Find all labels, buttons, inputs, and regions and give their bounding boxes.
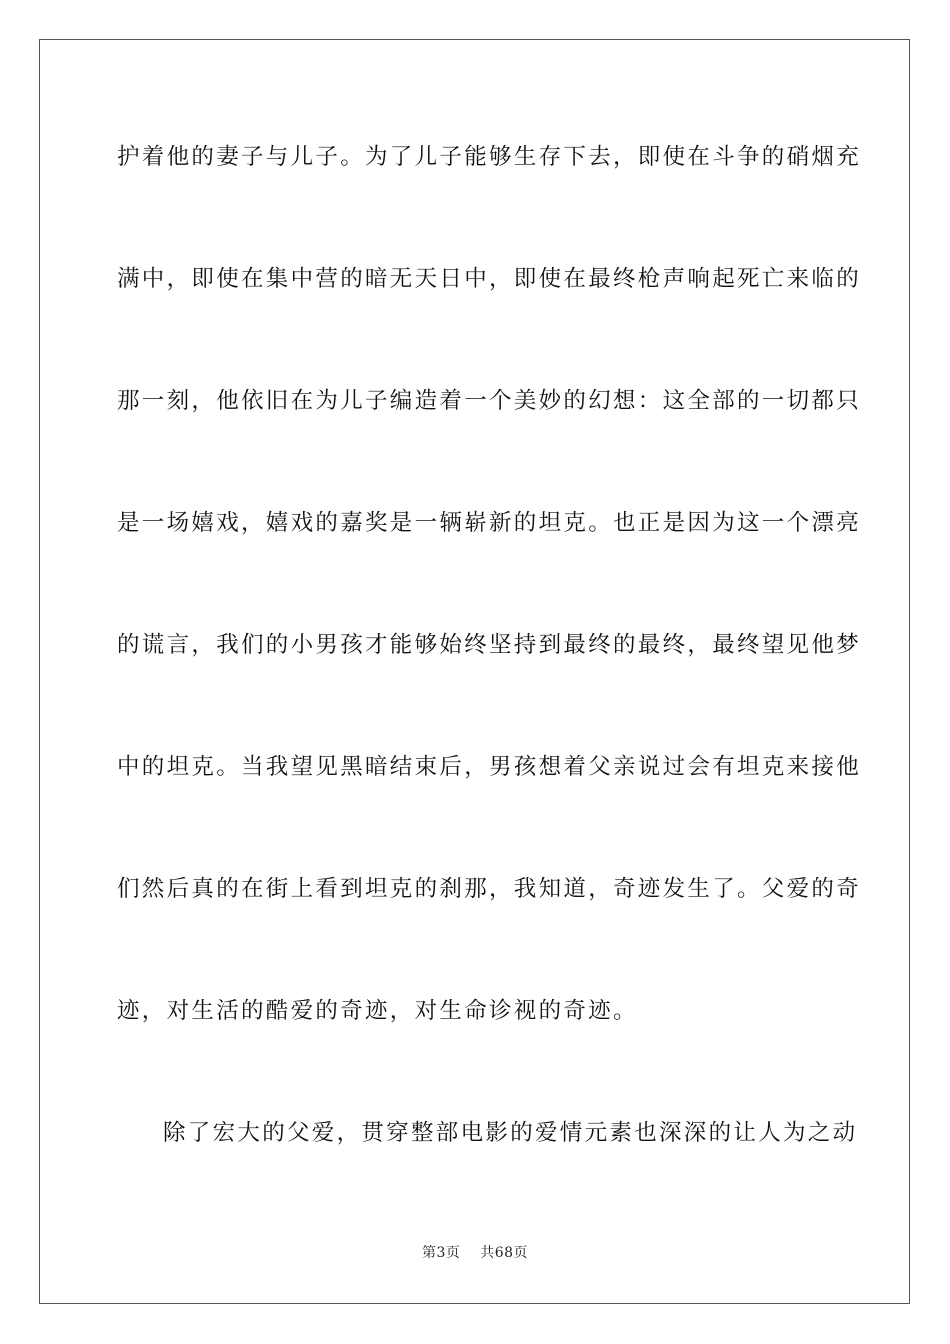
text-line-7: 们然后真的在街上看到坦克的刹那，我知道，奇迹发生了。父爱的奇: [117, 876, 862, 902]
text-line-6: 中的坦克。当我望见黑暗结束后，男孩想着父亲说过会有坦克来接他: [117, 754, 862, 780]
text-line-5: 的谎言，我们的小男孩才能够始终坚持到最终的最终，最终望见他梦: [117, 632, 862, 658]
text-line-8: 迹，对生活的酷爱的奇迹，对生命诊视的奇迹。: [117, 998, 638, 1024]
page-number: 第3页: [421, 1245, 461, 1261]
document-body: [117, 126, 862, 1224]
text-line-1: 护着他的妻子与儿子。为了儿子能够生存下去，即使在斗争的硝烟充: [117, 144, 862, 170]
text-line-4: 是一场嬉戏，嬉戏的嘉奖是一辆崭新的坦克。也正是因为这一个漂亮: [117, 510, 862, 536]
text-line-2: 满中，即使在集中营的暗无天日中，即使在最终枪声响起死亡来临的: [117, 266, 862, 292]
paragraph-start-line: 除了宏大的父爱，贯穿整部电影的爱情元素也深深的让人为之动: [163, 1120, 858, 1146]
page-total: 共68页: [480, 1245, 529, 1261]
text-line-3: 那一刻，他依旧在为儿子编造着一个美妙的幻想：这全部的一切都只: [117, 388, 862, 414]
page-footer: [0, 1242, 950, 1262]
